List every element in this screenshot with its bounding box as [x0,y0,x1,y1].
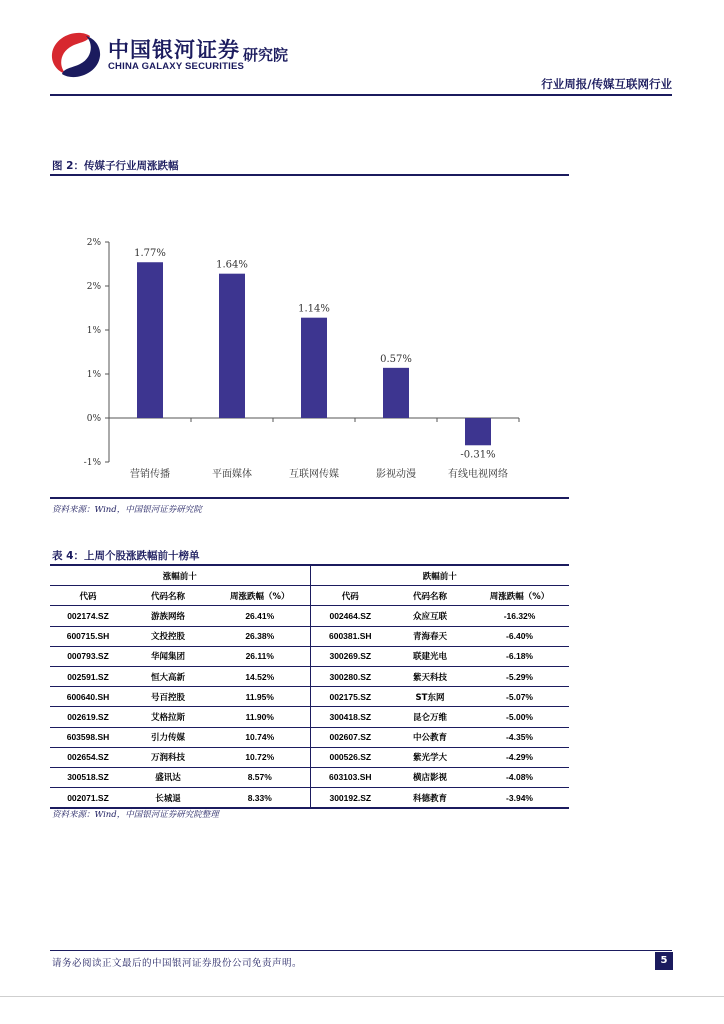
gainer-name-cell: 恒大高新 [126,666,210,686]
loser-change-cell: -5.29% [470,666,569,686]
table-source: 资料来源：Wind，中国银河证券研究院整理 [52,810,219,820]
category-label: 影视动漫 [376,469,416,480]
loser-code-cell: 300280.SZ [310,666,390,686]
gainer-change-cell: 11.90% [210,707,310,727]
bar [301,318,327,418]
subsector-weekly-change-chart [50,225,569,490]
top-movers-table [50,564,569,809]
loser-change-cell: -6.18% [470,646,569,666]
gainer-change-cell: 8.33% [210,788,310,809]
y-tick-label: 0% [86,414,101,424]
bar-value-label: -0.31% [460,449,496,461]
bar-value-label: 1.64% [216,259,248,271]
gainer-name-cell: 盛讯达 [126,767,210,787]
table-column-header-row [50,586,569,606]
figure-title-divider [50,174,569,176]
group-header-gainers: 涨幅前十 [50,565,310,586]
gainer-name-cell: 长城退 [126,788,210,809]
footer-divider [50,950,672,951]
gainer-code-cell: 002071.SZ [50,788,126,809]
page-bottom-edge [0,996,724,997]
gainer-change-cell: 14.52% [210,666,310,686]
loser-code-cell: 600381.SH [310,626,390,646]
column-header: 代码 [310,586,390,606]
column-header: 代码名称 [126,586,210,606]
category-label: 营销传播 [130,469,170,480]
loser-name-cell: ST东网 [390,687,470,707]
figure-title: 图 2：传媒子行业周涨跌幅 [52,160,179,172]
loser-code-cell: 603103.SH [310,767,390,787]
table-row [50,767,569,787]
table-group-header-row [50,565,569,586]
gainer-change-cell: 8.57% [210,767,310,787]
loser-change-cell: -4.35% [470,727,569,747]
loser-name-cell: 青海春天 [390,626,470,646]
gainer-change-cell: 26.11% [210,646,310,666]
footer-disclaimer: 请务必阅读正文最后的中国银河证券股份公司免责声明。 [52,958,303,969]
gainer-code-cell: 002619.SZ [50,707,126,727]
table-row [50,707,569,727]
gainer-code-cell: 600640.SH [50,687,126,707]
table-row [50,747,569,767]
gainer-change-cell: 26.41% [210,606,310,626]
gainer-name-cell: 华闻集团 [126,646,210,666]
gainer-name-cell: 引力传媒 [126,727,210,747]
logo-chinese-name: 中国银河证券 [108,38,240,62]
loser-code-cell: 300192.SZ [310,788,390,809]
bar-value-label: 0.57% [380,353,412,365]
bar-value-label: 1.77% [134,248,166,260]
loser-change-cell: -4.29% [470,747,569,767]
gainer-code-cell: 603598.SH [50,727,126,747]
category-label: 平面媒体 [212,469,252,480]
y-tick-label: 1% [86,370,101,380]
loser-name-cell: 众应互联 [390,606,470,626]
figure-source-divider [50,497,569,499]
gainer-name-cell: 号百控股 [126,687,210,707]
category-label: 互联网传媒 [289,469,339,480]
bar [465,418,491,445]
column-header: 代码名称 [390,586,470,606]
table-title: 表 4：上周个股涨跌幅前十榜单 [52,550,200,562]
table-row [50,626,569,646]
table-row [50,646,569,666]
table-row [50,666,569,686]
table-row [50,687,569,707]
gainer-name-cell: 游族网络 [126,606,210,626]
report-type: 行业周报/传媒互联网行业 [541,77,672,91]
gainer-code-cell: 600715.SH [50,626,126,646]
gainer-change-cell: 26.38% [210,626,310,646]
table-row [50,606,569,626]
header-divider [50,94,672,96]
loser-name-cell: 科德教育 [390,788,470,809]
loser-code-cell: 002175.SZ [310,687,390,707]
gainer-name-cell: 艾格拉斯 [126,707,210,727]
column-header: 代码 [50,586,126,606]
loser-change-cell: -5.00% [470,707,569,727]
loser-name-cell: 紫光学大 [390,747,470,767]
loser-change-cell: -16.32% [470,606,569,626]
table-row [50,727,569,747]
bar-value-label: 1.14% [298,303,330,315]
gainer-code-cell: 300518.SZ [50,767,126,787]
y-tick-label: -1% [83,458,101,468]
y-tick-label: 1% [86,326,101,336]
loser-change-cell: -5.07% [470,687,569,707]
gainer-code-cell: 000793.SZ [50,646,126,666]
logo-institute: 研究院 [243,46,289,64]
gainer-name-cell: 万润科技 [126,747,210,767]
loser-name-cell: 联建光电 [390,646,470,666]
galaxy-logo-icon [50,30,102,80]
bar [137,262,163,418]
loser-code-cell: 002464.SZ [310,606,390,626]
column-header: 周涨跌幅（%） [210,586,310,606]
y-tick-label: 2% [86,238,101,248]
loser-code-cell: 300418.SZ [310,707,390,727]
loser-code-cell: 000526.SZ [310,747,390,767]
y-tick-label: 2% [86,282,101,292]
company-logo [50,30,350,80]
gainer-change-cell: 11.95% [210,687,310,707]
gainer-name-cell: 文投控股 [126,626,210,646]
loser-name-cell: 横店影视 [390,767,470,787]
loser-name-cell: 中公教育 [390,727,470,747]
category-label: 有线电视网络 [448,469,508,480]
logo-english-name: CHINA GALAXY SECURITIES [108,61,245,72]
gainer-code-cell: 002174.SZ [50,606,126,626]
figure-source: 资料来源：Wind，中国银河证券研究院 [52,505,202,515]
page-number: 5 [655,952,673,970]
loser-change-cell: -3.94% [470,788,569,809]
bar [219,274,245,418]
loser-change-cell: -6.40% [470,626,569,646]
gainer-change-cell: 10.74% [210,727,310,747]
gainer-code-cell: 002654.SZ [50,747,126,767]
bar [383,368,409,418]
column-header: 周涨跌幅（%） [470,586,569,606]
loser-name-cell: 昆仑万维 [390,707,470,727]
gainer-code-cell: 002591.SZ [50,666,126,686]
gainer-change-cell: 10.72% [210,747,310,767]
loser-name-cell: 紫天科技 [390,666,470,686]
loser-change-cell: -4.08% [470,767,569,787]
table-row [50,788,569,809]
loser-code-cell: 300269.SZ [310,646,390,666]
group-header-losers: 跌幅前十 [310,565,569,586]
loser-code-cell: 002607.SZ [310,727,390,747]
